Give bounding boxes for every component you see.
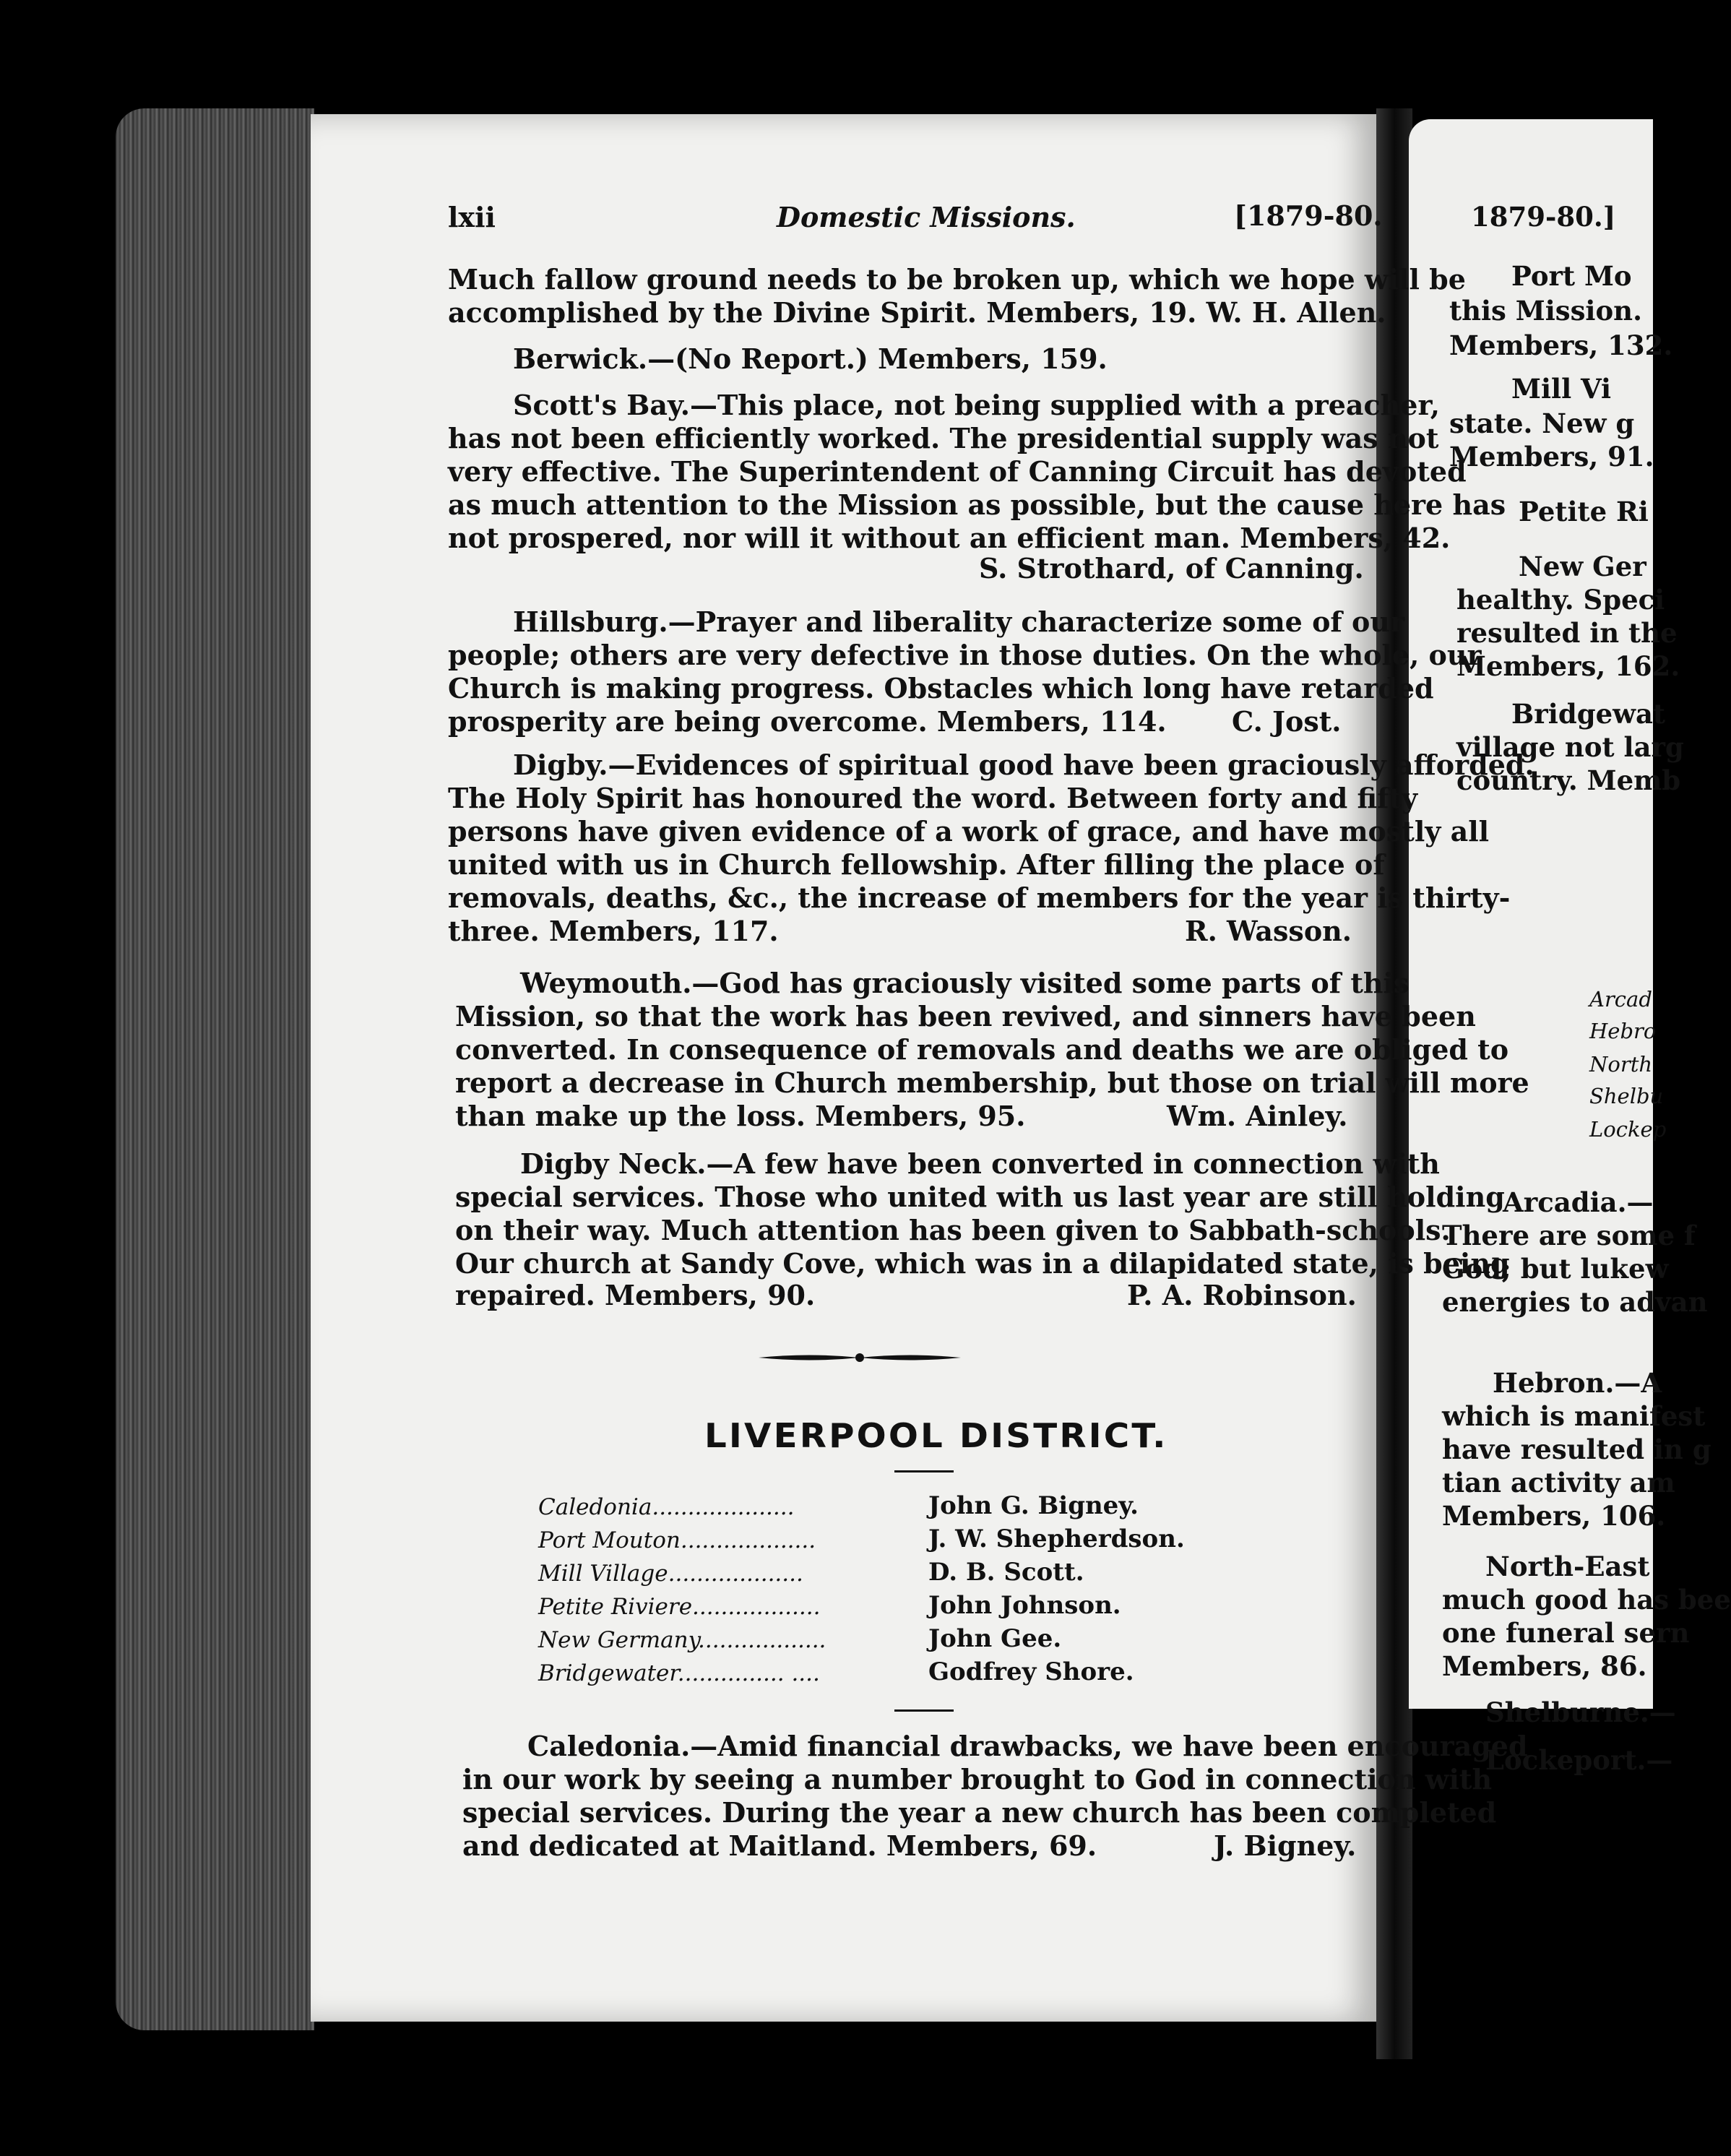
text-line: three. Members, 117. [448, 915, 779, 947]
right-text-line: resulted in the [1456, 617, 1678, 649]
text-line: Scott's Bay.—This place, not being supplied with a preacher, [513, 389, 1440, 421]
right-text-line: this Mission. [1449, 295, 1642, 327]
text-line: Much fallow ground needs to be broken up, which we hope will be [448, 263, 1466, 296]
text-line: Digby Neck.—A few have been converted in connection with [520, 1147, 1440, 1180]
text-line: Berwick.—(No Report.) Members, 159. [513, 342, 1108, 375]
circuit-place: Bridgewater............... .... [538, 1660, 820, 1686]
text-line: Hillsburg.—Prayer and liberality characterize some of our [513, 605, 1404, 638]
signature: C. Jost. [1232, 705, 1342, 738]
circuit-place: Mill Village................... [538, 1561, 803, 1587]
right-text-line: Port Mo [1511, 260, 1632, 292]
right-text-line: Members, 106. [1442, 1500, 1666, 1532]
text-line: than make up the loss. Members, 95. [455, 1100, 1026, 1132]
text-line: special services. Those who united with us last year are still holding [455, 1181, 1505, 1213]
right-text-line: which is manifest [1442, 1400, 1706, 1432]
text-line: has not been efficiently worked. The presidential supply was not [448, 422, 1439, 454]
district-title: LIVERPOOL DISTRICT. [704, 1416, 1168, 1455]
text-line: converted. In consequence of removals and deaths we are obliged to [455, 1033, 1509, 1066]
text-line: not prospered, nor will it without an efficient man. Members, 42. [448, 522, 1451, 554]
circuit-place: New Germany.................. [538, 1627, 826, 1653]
circuit-place: Port Mouton................... [538, 1527, 816, 1553]
text-line: people; others are very defective in those duties. On the whole, our [448, 639, 1482, 671]
right-text-line: Bridgewat [1511, 698, 1666, 730]
right-text-line: energies to advan [1442, 1286, 1708, 1318]
circuit-place: Petite Riviere.................. [538, 1594, 821, 1620]
right-text-line: Mill Vi [1511, 373, 1612, 405]
text-line: special services. During the year a new church has been completed [462, 1796, 1497, 1829]
right-text-line: Members, 86. [1442, 1650, 1647, 1682]
right-text-line: one funeral sern [1442, 1617, 1690, 1649]
text-line: Caledonia.—Amid financial drawbacks, we have been encouraged [527, 1730, 1528, 1762]
circuit-minister: John G. Bigney. [928, 1491, 1139, 1520]
short-rule [894, 1709, 954, 1712]
signature: S. Strothard, of Canning. [979, 552, 1364, 585]
text-line: very effective. The Superintendent of Canning Circuit has devoted [448, 455, 1467, 488]
signature: J. Bigney. [1214, 1829, 1357, 1862]
right-text-line: North-East [1485, 1551, 1650, 1582]
signature: R. Wasson. [1185, 915, 1352, 947]
right-page-header: 1879-80.] [1471, 201, 1616, 233]
right-text-line: village not larg [1456, 731, 1684, 763]
right-text-line: Hebron.—A [1493, 1367, 1662, 1399]
right-text-line: healthy. Speci [1456, 584, 1665, 616]
ornament-divider [759, 1350, 961, 1366]
text-line: prosperity are being overcome. Members, 114. [448, 705, 1167, 738]
right-italic-item: Hebro [1589, 1019, 1657, 1043]
text-line: Digby.—Evidences of spiritual good have been graciously afforded. [513, 749, 1534, 781]
right-italic-item: Shelbu [1589, 1084, 1664, 1108]
text-line: united with us in Church fellowship. After filling the place of [448, 848, 1385, 881]
right-text-line: country. Memb [1456, 764, 1681, 796]
text-line: report a decrease in Church membership, but those on trial will more [455, 1066, 1529, 1099]
text-line: Our church at Sandy Cove, which was in a dilapidated state, is being [455, 1247, 1510, 1280]
text-line: persons have given evidence of a work of grace, and have mostly all [448, 815, 1490, 848]
text-line: repaired. Members, 90. [455, 1279, 816, 1311]
right-text-line: Shelburne.— [1485, 1696, 1676, 1728]
text-line: removals, deaths, &c., the increase of members for the year is thirty- [448, 881, 1511, 914]
running-head: Domestic Missions. [777, 201, 1076, 233]
text-line: and dedicated at Maitland. Members, 69. [462, 1829, 1097, 1862]
right-text-line: Members, 162. [1456, 650, 1680, 682]
right-text-line: There are some f [1442, 1220, 1696, 1251]
text-line: on their way. Much attention has been given to Sabbath-schools. [455, 1214, 1451, 1246]
right-italic-item: Lockep [1589, 1117, 1667, 1142]
right-text-line: Petite Ri [1519, 496, 1649, 527]
text-line: Church is making progress. Obstacles which long have retarded [448, 672, 1434, 704]
text-line: The Holy Spirit has honoured the word. Between forty and fifty [448, 782, 1418, 814]
signature: P. A. Robinson. [1127, 1279, 1357, 1311]
right-text-line: New Ger [1519, 551, 1646, 582]
text-line: in our work by seeing a number brought to God in connection with [462, 1763, 1493, 1795]
right-text-line: Members, 91. [1449, 441, 1654, 473]
text-line: accomplished by the Divine Spirit. Members, 19. W. H. Allen. [448, 296, 1386, 329]
circuit-minister: J. W. Shepherdson. [928, 1525, 1185, 1553]
page-number: lxii [448, 201, 496, 233]
text-line: Weymouth.—God has graciously visited some parts of this [520, 967, 1410, 999]
right-text-line: state. New g [1449, 408, 1635, 439]
circuit-minister: John Johnson. [928, 1591, 1121, 1620]
right-italic-item: Arcad [1589, 987, 1652, 1012]
text-line: Mission, so that the work has been revived, and sinners have been [455, 1000, 1476, 1032]
right-text-line: Members, 132. [1449, 329, 1673, 361]
circuit-minister: Godfrey Shore. [928, 1657, 1134, 1686]
right-text-line: Lockeport.— [1485, 1744, 1673, 1776]
right-text-line: have resulted in g [1442, 1433, 1711, 1465]
short-rule [894, 1470, 954, 1472]
text-line: as much attention to the Mission as possible, but the cause here has [448, 488, 1506, 521]
circuit-minister: D. B. Scott. [928, 1558, 1084, 1587]
book-page-edges [116, 108, 314, 2030]
signature: Wm. Ainley. [1167, 1100, 1348, 1132]
year-range: [1879-80. [1234, 199, 1383, 232]
right-text-line: tian activity am [1442, 1467, 1675, 1499]
circuit-minister: John Gee. [928, 1624, 1062, 1653]
circuit-place: Caledonia.................... [538, 1494, 795, 1520]
right-italic-item: North [1589, 1052, 1653, 1077]
right-text-line: Arcadia.— [1503, 1186, 1654, 1218]
right-text-line: much good has bee [1442, 1584, 1731, 1616]
right-text-line: God; but lukew [1442, 1253, 1669, 1285]
